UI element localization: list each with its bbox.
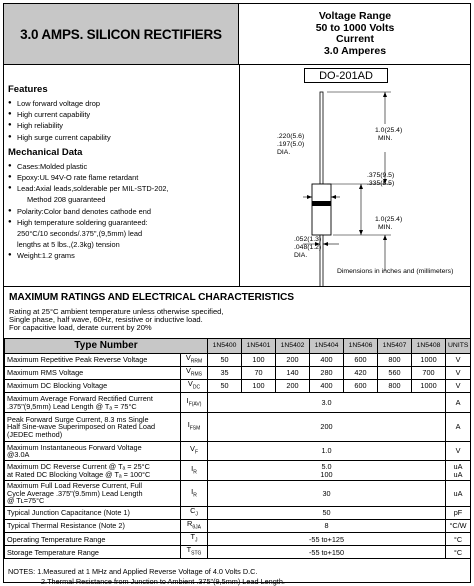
symbol-subscript: θJA bbox=[192, 524, 201, 531]
package-section bbox=[241, 64, 471, 286]
symbol: V bbox=[185, 366, 191, 376]
feature-item: ● High reliability bbox=[8, 120, 239, 131]
symbol-subscript: R bbox=[193, 492, 197, 499]
datasheet-page bbox=[3, 3, 471, 586]
unit-cell bbox=[446, 380, 471, 393]
unit-cell bbox=[446, 461, 471, 481]
parameter-cell bbox=[5, 546, 181, 559]
table-row bbox=[5, 533, 471, 546]
parameter-cell bbox=[5, 393, 181, 413]
mechanical-item: ● Polarity:Color band denotes cathode end bbox=[8, 206, 239, 217]
symbol-cell bbox=[181, 546, 208, 559]
unit: uA bbox=[453, 488, 463, 498]
symbol-subscript: J bbox=[195, 511, 198, 518]
symbol: I bbox=[187, 420, 190, 430]
parameter-line: @ Tʟ=75°C bbox=[7, 496, 45, 506]
table-header-row bbox=[5, 339, 471, 354]
ratings-section bbox=[3, 287, 471, 583]
parameter-line: Storage Temperature Range bbox=[7, 547, 99, 557]
symbol: I bbox=[191, 463, 194, 473]
value: 8 bbox=[324, 521, 329, 531]
unit: °C bbox=[453, 547, 463, 557]
value-cell: 600 bbox=[344, 354, 378, 367]
notes bbox=[8, 567, 285, 586]
mechanical-heading: Mechanical Data bbox=[8, 146, 83, 158]
table-row bbox=[5, 481, 471, 507]
type-number-header: Type Number bbox=[5, 339, 208, 354]
body-diameter-dim: .220(5.6) .197(5.0) DIA. bbox=[277, 133, 305, 157]
range-line: 3.0 Amperes bbox=[323, 44, 387, 57]
unit-cell bbox=[446, 367, 471, 380]
unit: °C/W bbox=[449, 521, 467, 531]
note-item: 1.Measured at 1 MHz and Applied Reverse Voltage of 4.0 Volts D.C. bbox=[37, 567, 258, 576]
value-cell bbox=[208, 461, 446, 481]
value-cell: 600 bbox=[344, 380, 378, 393]
symbol-subscript: RRM bbox=[190, 358, 203, 365]
parameter-cell bbox=[5, 461, 181, 481]
page-title: 3.0 AMPS. SILICON RECTIFIERS bbox=[20, 26, 222, 42]
parameter-line: at Rated DC Blocking Voltage @ Tₐ = 100°C bbox=[7, 469, 151, 479]
ratings-title: MAXIMUM RATINGS AND ELECTRICAL CHARACTERISTICS bbox=[9, 292, 294, 303]
parameter-line: Cycle Average .375"(9.5mm) Lead Length bbox=[7, 488, 143, 498]
mechanical-item: 250°C/10 seconds/.375",(9,5mm) lead bbox=[17, 229, 143, 239]
package-name: DO-201AD bbox=[304, 68, 388, 83]
symbol-cell bbox=[181, 413, 208, 442]
package-outline-drawing bbox=[241, 64, 471, 286]
lead-diameter-dim: .052(1.3) .048(1.2) DIA. bbox=[294, 236, 322, 260]
features-list bbox=[8, 98, 239, 143]
parameter-line: Maximum RMS Voltage bbox=[7, 368, 84, 378]
value-cell: 200 bbox=[276, 380, 310, 393]
features-section bbox=[4, 64, 240, 286]
unit-cell bbox=[446, 354, 471, 367]
value-cell bbox=[208, 393, 446, 413]
value-cell: 50 bbox=[208, 354, 242, 367]
value-cell: 100 bbox=[242, 380, 276, 393]
table-row bbox=[5, 354, 471, 367]
symbol: V bbox=[190, 444, 195, 454]
parameter-cell bbox=[5, 380, 181, 393]
part-number-header: 1N5407 bbox=[378, 339, 412, 354]
notes-label: NOTES: bbox=[8, 567, 36, 576]
parameter-line: Maximum DC Blocking Voltage bbox=[7, 381, 108, 391]
parameter-line: .375"(9,5mm) Lead Length @ Tₐ = 75°C bbox=[7, 401, 137, 411]
part-number-header: 1N5402 bbox=[276, 339, 310, 354]
unit-cell bbox=[446, 393, 471, 413]
value-cell bbox=[208, 533, 446, 546]
table-row bbox=[5, 413, 471, 442]
symbol-cell bbox=[181, 481, 208, 507]
symbol-subscript: R bbox=[193, 469, 197, 476]
feature-item: ● Low forward voltage drop bbox=[8, 98, 239, 109]
mechanical-item: ● Epoxy:UL 94V-O rate flame retardant bbox=[8, 172, 239, 183]
symbol: I bbox=[186, 395, 189, 405]
value: 100 bbox=[320, 469, 333, 479]
value-cell: 800 bbox=[378, 354, 412, 367]
note-item: 2.Thermal Resistance from Junction to Ambient .375"(9,5mm) Lead Length. bbox=[41, 576, 285, 586]
unit-cell bbox=[446, 507, 471, 520]
parameter-line: @3.0A bbox=[7, 450, 30, 460]
unit: V bbox=[455, 446, 461, 456]
mechanical-item: lengths at 5 lbs.,(2.3kg) tension bbox=[17, 240, 120, 250]
parameter-line: Maximum DC Reverse Current @ Tₐ = 25°C bbox=[7, 462, 150, 472]
symbol-cell bbox=[181, 367, 208, 380]
value-cell bbox=[208, 507, 446, 520]
units-header: UNITS bbox=[446, 339, 471, 354]
symbol-subscript: DC bbox=[192, 384, 201, 391]
symbol-subscript: F bbox=[194, 449, 198, 456]
parameter-line: (JEDEC method) bbox=[7, 429, 63, 439]
mechanical-item: ● High temperature soldering guaranteed: bbox=[8, 217, 239, 228]
symbol-cell bbox=[181, 393, 208, 413]
value: 50 bbox=[322, 508, 331, 518]
symbol: I bbox=[191, 486, 194, 496]
value-cell: 800 bbox=[378, 380, 412, 393]
table-row bbox=[5, 393, 471, 413]
description-panel bbox=[3, 64, 471, 287]
range-line: Current bbox=[336, 33, 374, 45]
unit: V bbox=[455, 368, 461, 378]
parameter-line: Maximum Instantaneous Forward Voltage bbox=[7, 442, 142, 452]
parameter-line: Peak Forward Surge Current, 8.3 ms Single bbox=[7, 414, 149, 424]
unit-cell bbox=[446, 413, 471, 442]
value-cell bbox=[208, 481, 446, 507]
value-cell: 70 bbox=[242, 367, 276, 380]
parameter-cell bbox=[5, 442, 181, 461]
symbol: T bbox=[186, 545, 192, 555]
value: -55 to+125 bbox=[308, 534, 345, 544]
dimensions-note: Dimensions in inches and (millimeters) bbox=[337, 268, 454, 275]
symbol-subscript: F(AV) bbox=[188, 401, 202, 408]
parameter-line: Typical Junction Capacitance (Note 1) bbox=[7, 508, 130, 518]
table-row bbox=[5, 520, 471, 533]
unit: uA bbox=[453, 462, 463, 472]
symbol-cell bbox=[181, 533, 208, 546]
parameter-line: Typical Thermal Resistance (Note 2) bbox=[7, 521, 125, 531]
unit: V bbox=[455, 381, 461, 391]
range-line: 50 to 1000 Volts bbox=[315, 21, 395, 34]
value-cell: 1000 bbox=[412, 354, 446, 367]
ratings-conditions: Rating at 25°C ambient temperature unless otherwise specified, Single phase, half wave, 60Hz, resistive or inductive load. For capacitive load, derate current by 20% bbox=[9, 307, 224, 333]
value: 5.0 bbox=[321, 462, 332, 472]
unit-cell bbox=[446, 546, 471, 559]
parameter-cell bbox=[5, 533, 181, 546]
value: -55 to+150 bbox=[308, 547, 345, 557]
symbol: V bbox=[187, 379, 193, 389]
value-cell: 420 bbox=[344, 367, 378, 380]
table-row bbox=[5, 461, 471, 481]
part-number-header: 1N5408 bbox=[412, 339, 446, 354]
value-cell bbox=[208, 413, 446, 442]
value-cell bbox=[208, 442, 446, 461]
symbol-cell bbox=[181, 442, 208, 461]
unit-cell bbox=[446, 481, 471, 507]
bottom-lead-length-dim: 1.0(25.4) MIN. bbox=[375, 216, 403, 232]
symbol: C bbox=[190, 506, 196, 516]
range-line: Voltage Range bbox=[318, 10, 392, 22]
value-cell: 560 bbox=[378, 367, 412, 380]
ratings-table bbox=[4, 338, 471, 559]
value-cell: 400 bbox=[310, 354, 344, 367]
range-box bbox=[240, 4, 470, 64]
parameter-line: Maximum Full Load Reverse Current, Full bbox=[7, 481, 143, 491]
unit: °C bbox=[453, 534, 463, 544]
feature-item: ● High current capability bbox=[8, 109, 239, 120]
symbol: V bbox=[185, 353, 191, 362]
value-cell: 35 bbox=[208, 367, 242, 380]
mechanical-list bbox=[8, 161, 239, 262]
table-row bbox=[5, 546, 471, 559]
body-length-dim: .375(9.5) .335(8.5) bbox=[367, 172, 395, 188]
value-cell: 700 bbox=[412, 367, 446, 380]
header bbox=[3, 3, 471, 65]
symbol: R bbox=[187, 519, 193, 529]
unit: uA bbox=[453, 469, 463, 479]
features-heading: Features bbox=[8, 84, 48, 95]
top-lead-length-dim: 1.0(25.4) MIN. bbox=[375, 127, 403, 143]
symbol-cell bbox=[181, 520, 208, 533]
parameter-line: Maximum Repetitive Peak Reverse Voltage bbox=[7, 355, 148, 365]
symbol-cell bbox=[181, 461, 208, 481]
value-cell: 140 bbox=[276, 367, 310, 380]
unit: V bbox=[455, 355, 461, 365]
symbol: T bbox=[190, 532, 196, 542]
parameter-cell bbox=[5, 354, 181, 367]
title-box bbox=[4, 4, 239, 64]
value: 30 bbox=[322, 488, 331, 498]
symbol-subscript: STG bbox=[191, 550, 202, 557]
unit: pF bbox=[453, 508, 463, 518]
value-cell: 1000 bbox=[412, 380, 446, 393]
value: 200 bbox=[320, 422, 333, 432]
value-cell: 100 bbox=[242, 354, 276, 367]
feature-item: ● High surge current capability bbox=[8, 132, 239, 143]
part-number-header: 1N5400 bbox=[208, 339, 242, 354]
parameter-cell bbox=[5, 481, 181, 507]
symbol-cell bbox=[181, 507, 208, 520]
value-cell: 50 bbox=[208, 380, 242, 393]
table-row bbox=[5, 380, 471, 393]
symbol-subscript: J bbox=[195, 537, 198, 544]
mechanical-item: ● Weight:1.2 grams bbox=[8, 250, 239, 261]
mechanical-item: ● Lead:Axial leads,solderable per MIL-STD-202, bbox=[8, 183, 239, 194]
symbol-cell bbox=[181, 380, 208, 393]
table-row bbox=[5, 442, 471, 461]
table-row bbox=[5, 367, 471, 380]
part-number-header: 1N5406 bbox=[344, 339, 378, 354]
value: 1.0 bbox=[321, 446, 332, 456]
parameter-cell bbox=[5, 413, 181, 442]
value-cell bbox=[208, 546, 446, 559]
value: 3.0 bbox=[321, 397, 332, 407]
symbol-subscript: FSM bbox=[189, 425, 201, 432]
symbol-cell bbox=[181, 354, 208, 367]
parameter-line: Half Sine-wave Superimposed on Rated Load bbox=[7, 422, 156, 432]
unit: A bbox=[455, 397, 461, 407]
parameter-line: Maximum Average Forward Rectified Current bbox=[7, 394, 153, 404]
value-cell bbox=[208, 520, 446, 533]
parameter-cell bbox=[5, 507, 181, 520]
value-cell: 200 bbox=[276, 354, 310, 367]
parameter-line: Operating Temperature Range bbox=[7, 534, 106, 544]
parameter-cell bbox=[5, 367, 181, 380]
unit: A bbox=[455, 422, 461, 432]
table-row bbox=[5, 507, 471, 520]
value-cell: 400 bbox=[310, 380, 344, 393]
unit-cell bbox=[446, 520, 471, 533]
value-cell: 280 bbox=[310, 367, 344, 380]
unit-cell bbox=[446, 533, 471, 546]
part-number-header: 1N5401 bbox=[242, 339, 276, 354]
part-number-header: 1N5404 bbox=[310, 339, 344, 354]
unit-cell bbox=[446, 442, 471, 461]
symbol-subscript: RMS bbox=[190, 371, 203, 378]
parameter-cell bbox=[5, 520, 181, 533]
mechanical-item: ● Cases:Molded plastic bbox=[8, 161, 239, 172]
mechanical-item: Method 208 guaranteed bbox=[27, 195, 106, 205]
